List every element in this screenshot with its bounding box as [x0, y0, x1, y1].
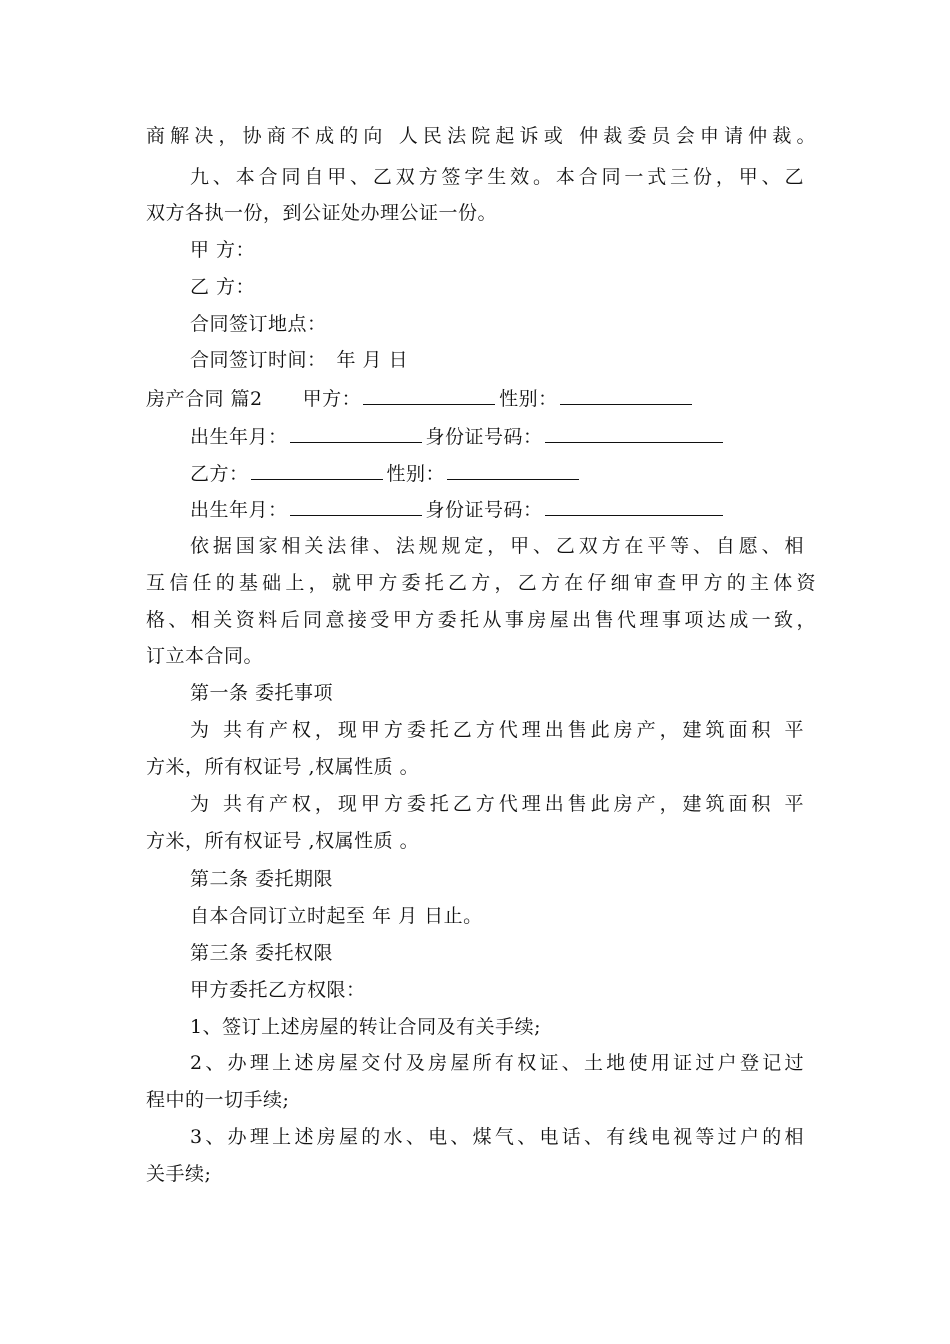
paragraph-line: 为 共有产权，现甲方委托乙方代理出售此房产，建筑面积 平: [190, 793, 804, 815]
party-b-gender-blank[interactable]: [447, 459, 579, 480]
birth-label: 出生年月：: [190, 426, 288, 448]
article-3-heading: 第三条 委托权限: [190, 942, 334, 964]
party-a-birth-line: [190, 422, 727, 449]
paragraph-line: 甲方委托乙方权限：: [190, 979, 366, 1001]
party-b-label: 乙方：: [190, 463, 249, 485]
list-item: 1、签订上述房屋的转让合同及有关手续;: [190, 1016, 541, 1038]
paragraph-line: 方米，所有权证号 ,权属性质 。: [146, 756, 420, 778]
paragraph-line: 方米，所有权证号 ,权属性质 。: [146, 830, 420, 852]
party-b-line: [190, 459, 583, 486]
paragraph-line: 依据国家相关法律、法规规定，甲、乙双方在平等、自愿、相: [190, 535, 804, 557]
paragraph-line: 自本合同订立时起至 年 月 日止。: [190, 905, 483, 927]
contract2-heading: 房产合同 篇2: [146, 388, 263, 410]
signing-place-label: 合同签订地点：: [190, 313, 327, 335]
paragraph-line: 为 共有产权，现甲方委托乙方代理出售此房产，建筑面积 平: [190, 719, 804, 741]
party-b-id-blank[interactable]: [545, 495, 723, 516]
article-1-heading: 第一条 委托事项: [190, 682, 334, 704]
list-item: 3、办理上述房屋的水、电、煤气、电话、有线电视等过户的相: [190, 1126, 804, 1148]
paragraph-line: 双方各执一份，到公证处办理公证一份。: [146, 202, 498, 224]
list-item-continuation: 关手续;: [146, 1163, 212, 1185]
signing-date-label: 合同签订时间： 年 月 日: [190, 349, 409, 371]
paragraph-line: 订立本合同。: [146, 645, 264, 667]
list-item-continuation: 程中的一切手续;: [146, 1089, 290, 1111]
article-2-heading: 第二条 委托期限: [190, 868, 334, 890]
party-a-signature-label: 甲 方：: [190, 239, 256, 261]
party-b-signature-label: 乙 方：: [190, 276, 256, 298]
gender-label: 性别：: [386, 463, 446, 485]
list-item: 2、办理上述房屋交付及房屋所有权证、土地使用证过户登记过: [190, 1052, 804, 1074]
id-label: 身份证号码：: [425, 499, 543, 521]
paragraph-line: 商解决，协商不成的向 人民法院起诉或 仲裁委员会申请仲裁。: [146, 125, 816, 147]
paragraph-line: 九、本合同自甲、乙双方签字生效。本合同一式三份，甲、乙: [190, 166, 804, 188]
party-a-gender-blank[interactable]: [560, 384, 692, 405]
paragraph-line: 互信任的基础上，就甲方委托乙方，乙方在仔细审查甲方的主体资: [146, 572, 816, 594]
id-label: 身份证号码：: [425, 426, 543, 448]
party-a-id-blank[interactable]: [545, 422, 723, 443]
paragraph-line: 格、相关资料后同意接受甲方委托从事房屋出售代理事项达成一致，: [146, 609, 816, 631]
party-b-birth-line: [190, 495, 727, 522]
party-a-birth-blank[interactable]: [290, 422, 422, 443]
party-b-name-blank[interactable]: [251, 459, 383, 480]
birth-label: 出生年月：: [190, 499, 288, 521]
party-a-name-blank[interactable]: [363, 384, 495, 405]
party-b-birth-blank[interactable]: [290, 495, 422, 516]
gender-label: 性别：: [499, 388, 558, 410]
party-a-label: 甲方：: [302, 388, 362, 410]
contract2-header-line: [146, 384, 696, 411]
